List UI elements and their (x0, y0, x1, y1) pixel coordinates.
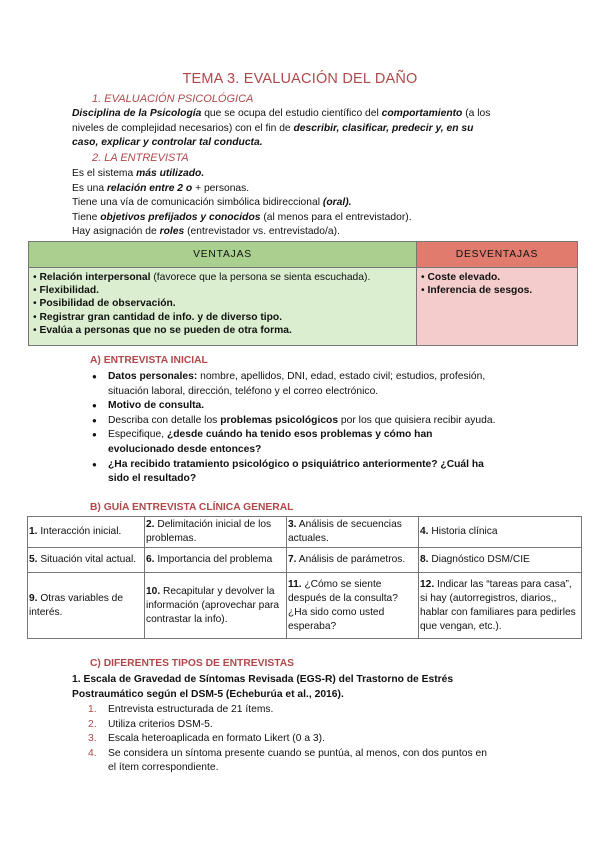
num: 8. (420, 554, 429, 565)
text: Se considera un síntoma presente cuando se puntúa, al menos, con dos puntos en (108, 747, 487, 759)
text: Inferencia de sesgos. (427, 285, 533, 297)
text: Coste elevado. (427, 272, 501, 283)
guide-cell (145, 548, 287, 573)
list-item (92, 414, 542, 429)
text: Relación interpersonal (39, 272, 151, 283)
text: por los que quisiera recibir ayuda. (338, 414, 496, 426)
list-item (88, 703, 538, 718)
guide-cell (28, 573, 145, 639)
text: (al menos para el entrevistador). (260, 211, 412, 223)
text: Importancia del problema (154, 554, 273, 565)
list-item (92, 428, 542, 457)
guide-cell (419, 573, 582, 639)
text: Tiene (72, 211, 101, 223)
num: 3. (88, 733, 97, 745)
guide-table (27, 516, 582, 639)
text: Especifique, (108, 429, 167, 441)
num: 12. (420, 578, 435, 590)
num: 11. (288, 578, 302, 590)
ventaja-item (33, 324, 412, 337)
guide-cell (287, 517, 419, 548)
list-item (92, 399, 542, 414)
list-item (92, 370, 542, 399)
text: 1. Escala de Gravedad de Síntomas Revisada (EGS-R) del Trastorno de Estrés (72, 674, 454, 685)
desventaja-item (421, 271, 573, 284)
text: Otras variables de interés. (29, 592, 123, 618)
goals-term-2: caso, explicar y controlar tal conducta. (72, 137, 263, 149)
num: 4. (420, 526, 429, 537)
bullet: • (33, 298, 37, 310)
guide-cell (419, 517, 582, 548)
guide-cell (287, 573, 419, 639)
guide-cell (145, 517, 287, 548)
text: nombre, apellidos, DNI, edad, estado civil; estudios, profesión, (197, 371, 486, 382)
text: Flexibilidad. (39, 285, 99, 297)
emph: roles (159, 226, 185, 238)
page-title: TEMA 3. EVALUACIÓN DEL DAÑO (182, 71, 418, 87)
egs-r-title (72, 673, 542, 702)
ventaja-item (33, 311, 412, 324)
emph: más utilizado. (136, 168, 205, 179)
list-item (88, 718, 538, 733)
emph: (oral). (322, 197, 352, 209)
emph: relación entre 2 o (106, 182, 193, 194)
ventajas-header: VENTAJAS (29, 242, 417, 268)
guide-cell (28, 517, 145, 548)
text: el ítem correspondiente. (108, 762, 219, 774)
desventajas-header: DESVENTAJAS (417, 242, 578, 268)
text: Datos personales: (108, 371, 198, 382)
num: 4. (88, 747, 97, 759)
text: ¿Ha recibido tratamiento psicológico o psiquiátrico anteriormente? ¿Cuál ha (108, 458, 484, 470)
text: Postraumático según el DSM-5 (Echeburúa et al., 2016). (72, 688, 344, 700)
text: situación laboral, dirección, teléfono y el correo electrónico. (108, 385, 379, 397)
text: (favorece que la persona se sienta escuchada). (150, 272, 371, 283)
num: 10. (146, 585, 161, 597)
bullet: • (33, 311, 37, 323)
bullet: • (33, 285, 37, 297)
num: 1. (29, 526, 38, 537)
list-item (88, 732, 538, 747)
text: Es el sistema (72, 168, 137, 179)
pros-cons-table (28, 241, 578, 346)
section-2-body (72, 167, 542, 240)
section-1-heading: 1. EVALUACIÓN PSICOLÓGICA (92, 93, 254, 105)
num: 9. (29, 592, 38, 604)
text: Escala heteroaplicada en formato Likert (0 a 3). (108, 733, 325, 745)
section-1-body (72, 107, 542, 151)
text: Interacción inicial. (37, 526, 122, 537)
bullet: • (421, 272, 425, 283)
bullet: • (421, 285, 425, 297)
comportamiento-term: comportamiento (381, 108, 463, 119)
num: 2. (146, 519, 155, 530)
text: evolucionado desde entonces? (108, 443, 262, 455)
text: Registrar gran cantidad de info. y de diverso tipo. (39, 311, 283, 323)
list-item (92, 458, 542, 487)
psicologia-term: Disciplina de la Psicología (72, 108, 202, 119)
text: Motivo de consulta. (108, 400, 205, 412)
guide-cell (419, 548, 582, 573)
text: Historia clínica (428, 526, 498, 537)
goals-term: describir, clasificar, predecir y, en su (293, 122, 474, 134)
num: 7. (288, 554, 297, 565)
ventaja-item (33, 284, 412, 297)
section-2-heading: 2. LA ENTREVISTA (92, 152, 189, 164)
desventajas-cell (417, 268, 578, 346)
text: Posibilidad de observación. (39, 298, 176, 310)
text: (entrevistador vs. entrevistado/a). (184, 226, 340, 238)
text: ¿Cómo se siente después de la consulta? ¿Ha sido como usted esperaba? (288, 578, 398, 632)
text: Delimitación inicial de los problemas. (146, 519, 272, 544)
text: ¿desde cuándo ha tenido esos problemas y cómo han (166, 429, 433, 441)
text: Análisis de secuencias actuales. (288, 519, 402, 544)
text: + personas. (192, 182, 250, 194)
text: Entrevista estructurada de 21 ítems. (108, 704, 274, 715)
text: sido el resultado? (108, 473, 197, 485)
text: (a los (462, 108, 491, 119)
list-item (88, 747, 538, 776)
emph: objetivos prefijados y conocidos (100, 211, 261, 223)
guide-cell (145, 573, 287, 639)
num: 6. (146, 554, 155, 565)
text: Indicar las “tareas para casa”, si hay (autorregistros, diarios,, hablar con familiares para pedirles que vengan, etc.). (420, 578, 576, 632)
text: Análisis de parámetros. (296, 554, 406, 565)
text: Es una (72, 182, 107, 194)
text: Utiliza criterios DSM-5. (108, 718, 213, 730)
text: Hay asignación de (72, 226, 160, 238)
egs-r-list (88, 703, 538, 776)
section-b-heading: B) GUÍA ENTREVISTA CLÍNICA GENERAL (90, 502, 294, 513)
guide-cell (287, 548, 419, 573)
num: 1. (88, 704, 97, 715)
text: Tiene una vía de comunicación simbólica bidireccional (72, 197, 323, 209)
text: Describa con detalle los (108, 414, 221, 426)
entrevista-inicial-list (92, 370, 542, 487)
num: 3. (288, 519, 297, 530)
num: 5. (29, 554, 38, 565)
text: Evalúa a personas que no se pueden de otra forma. (39, 324, 292, 336)
text: Diagnóstico DSM/CIE (428, 554, 530, 565)
ventaja-item (33, 297, 412, 310)
section-c-heading: C) DIFERENTES TIPOS DE ENTREVISTAS (90, 658, 295, 669)
num: 2. (88, 718, 97, 730)
section-a-heading: A) ENTREVISTA INICIAL (90, 355, 208, 366)
text: Situación vital actual. (37, 554, 137, 565)
text: que se ocupa del estudio científico del (201, 108, 382, 119)
text: niveles de complejidad necesarios) con el fin de (72, 122, 294, 134)
text: problemas psicológicos (220, 414, 339, 426)
guide-cell (28, 548, 145, 573)
bullet: • (33, 272, 37, 283)
ventaja-item (33, 271, 412, 284)
bullet: • (33, 324, 37, 336)
ventajas-cell (29, 268, 417, 346)
desventaja-item (421, 284, 573, 297)
text: Recapitular y devolver la información (aprovechar para contrastar la info). (146, 585, 280, 625)
